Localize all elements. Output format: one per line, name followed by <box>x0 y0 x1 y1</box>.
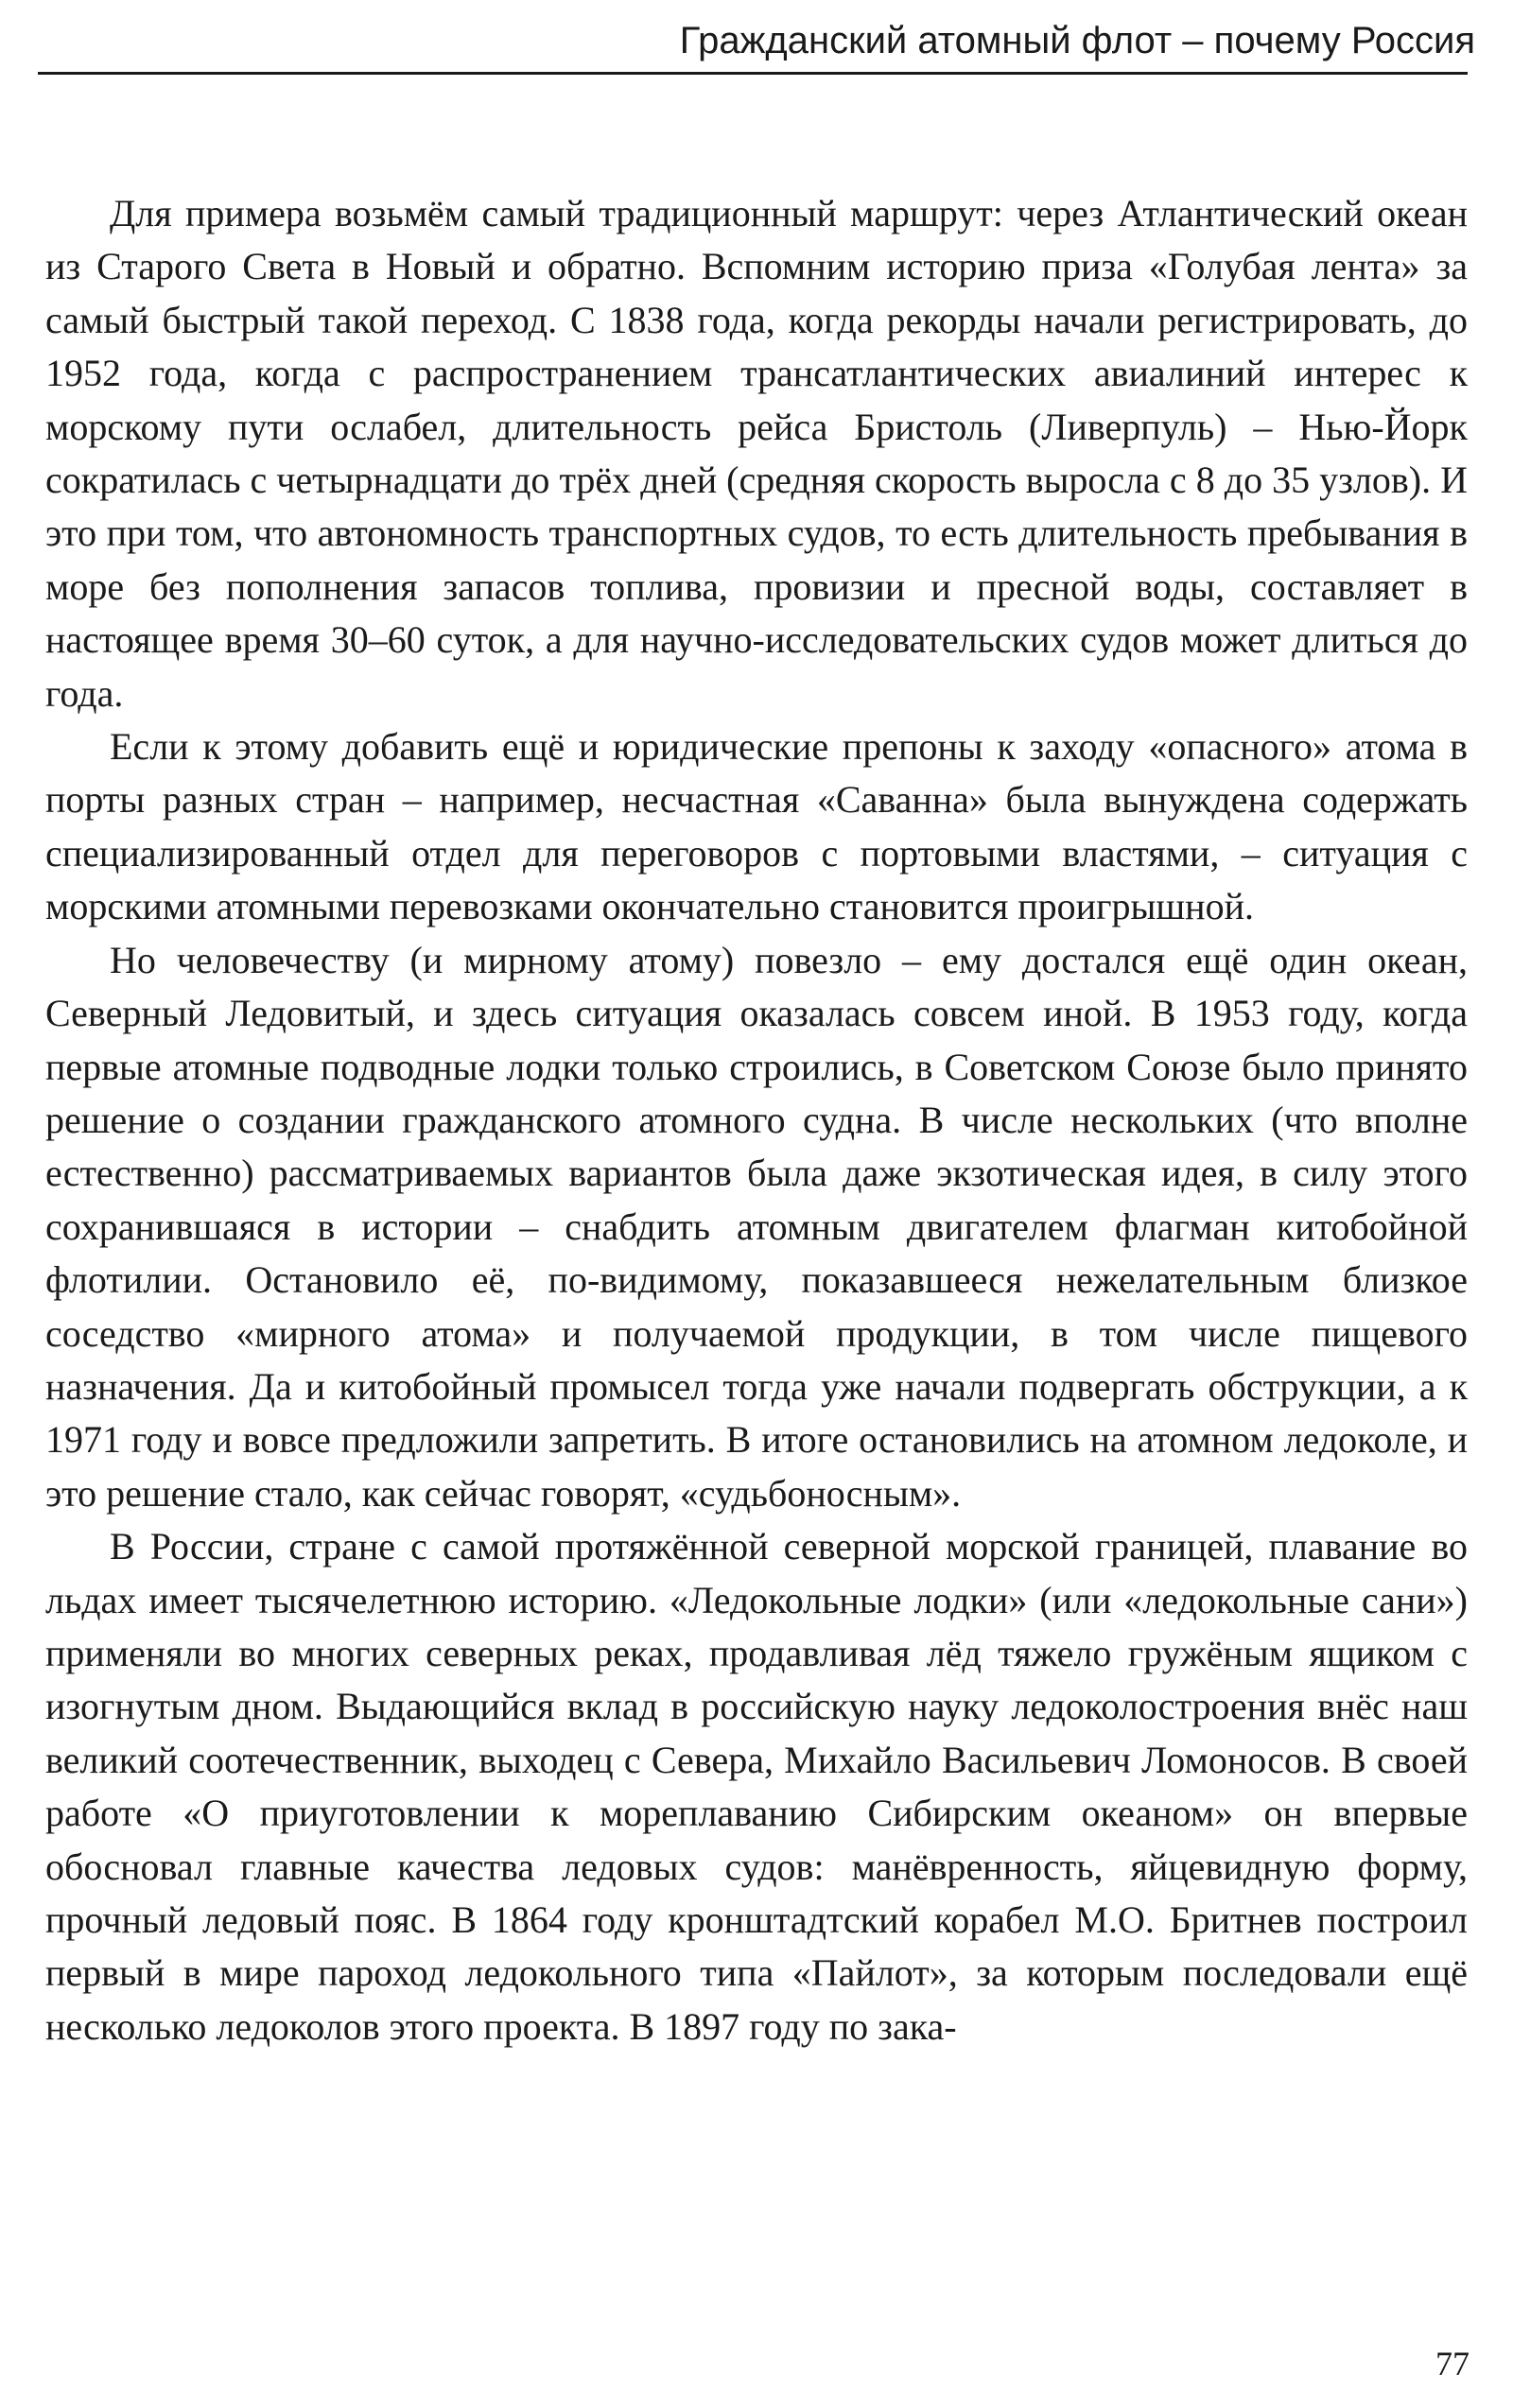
paragraph-1: Для примера возьмём самый традиционный маршрут: через Атлантический океан из Старого Света в Новый и обратно. Вспомним историю приза «Голубая лента» за самый быстрый такой переход. С 1838 года, когда рекорды начали регистрировать, до 1952 года, когда с распространением трансатлантических авиалиний интерес к морскому пути ослабел, длительность рейса Бристоль (Ливерпуль) – Нью-Йорк сократилась с четырнадцати до трёх дней (средняя скорость выросла с 8 до 35 узлов). И это при том, что автономность транспортных судов, то есть длительность пребывания в море без пополнения запасов топлива, провизии и пресной воды, составляет в настоящее время 30–60 суток, а для научно-исследовательских судов может длиться до года. <box>45 192 1468 715</box>
running-header: Гражданский атомный флот – почему Россия <box>679 20 1475 61</box>
page-number: 77 <box>1435 2345 1470 2382</box>
paragraph-4: В России, стране с самой протяжённой северной морской границей, плавание во льдах имеет тысячелетнюю историю. «Ледокольные лодки» (или «ледокольные сани») применяли во многих северных реках, продавливая лёд тяжело гружёным ящиком с изогнутым дном. Выдающийся вклад в российскую науку ледоколостроения внёс наш великий соотечественник, выходец с Севера, Михайло Васильевич Ломоносов. В своей работе «О приуготовлении к мореплаванию Сибирским океаном» он впервые обосновал главные качества ледовых судов: манёвренность, яйцевидную форму, прочный ледовый пояс. В 1864 году кронштадтский корабел М.О. Бритнев построил первый в мире пароход ледокольного типа «Пайлот», за которым последовали ещё несколько ледоколов этого проекта. В 1897 году по зака- <box>45 1525 1468 2048</box>
paragraph-2: Если к этому добавить ещё и юридические препоны к заходу «опасного» атома в порты разных стран – например, несчастная «Саванна» была вынуждена содержать специализированный отдел для переговоров с портовыми властями, – ситуация с морскими атомными перевозками окончательно становится проигрышной. <box>45 725 1468 928</box>
header-rule <box>38 72 1468 75</box>
body-text <box>45 187 1468 2053</box>
paragraph-3: Но человечеству (и мирному атому) повезло – ему достался ещё один океан, Северный Ледовитый, и здесь ситуация оказалась совсем иной. В 1953 году, когда первые атомные подводные лодки только строились, в Советском Союзе было принято решение о создании гражданского атомного судна. В числе нескольких (что вполне естественно) рассматриваемых вариантов была даже экзотическая идея, в силу этого сохранившаяся в истории – снабдить атомным двигателем флагман китобойной флотилии. Остановило её, по-видимому, показавшееся нежелательным близкое соседство «мирного атома» и получаемой продукции, в том числе пищевого назначения. Да и китобойный промысел тогда уже начали подвергать обструкции, а к 1971 году и вовсе предложили запретить. В итоге остановились на атомном ледоколе, и это решение стало, как сейчас говорят, «судьбоносным». <box>45 938 1468 1515</box>
